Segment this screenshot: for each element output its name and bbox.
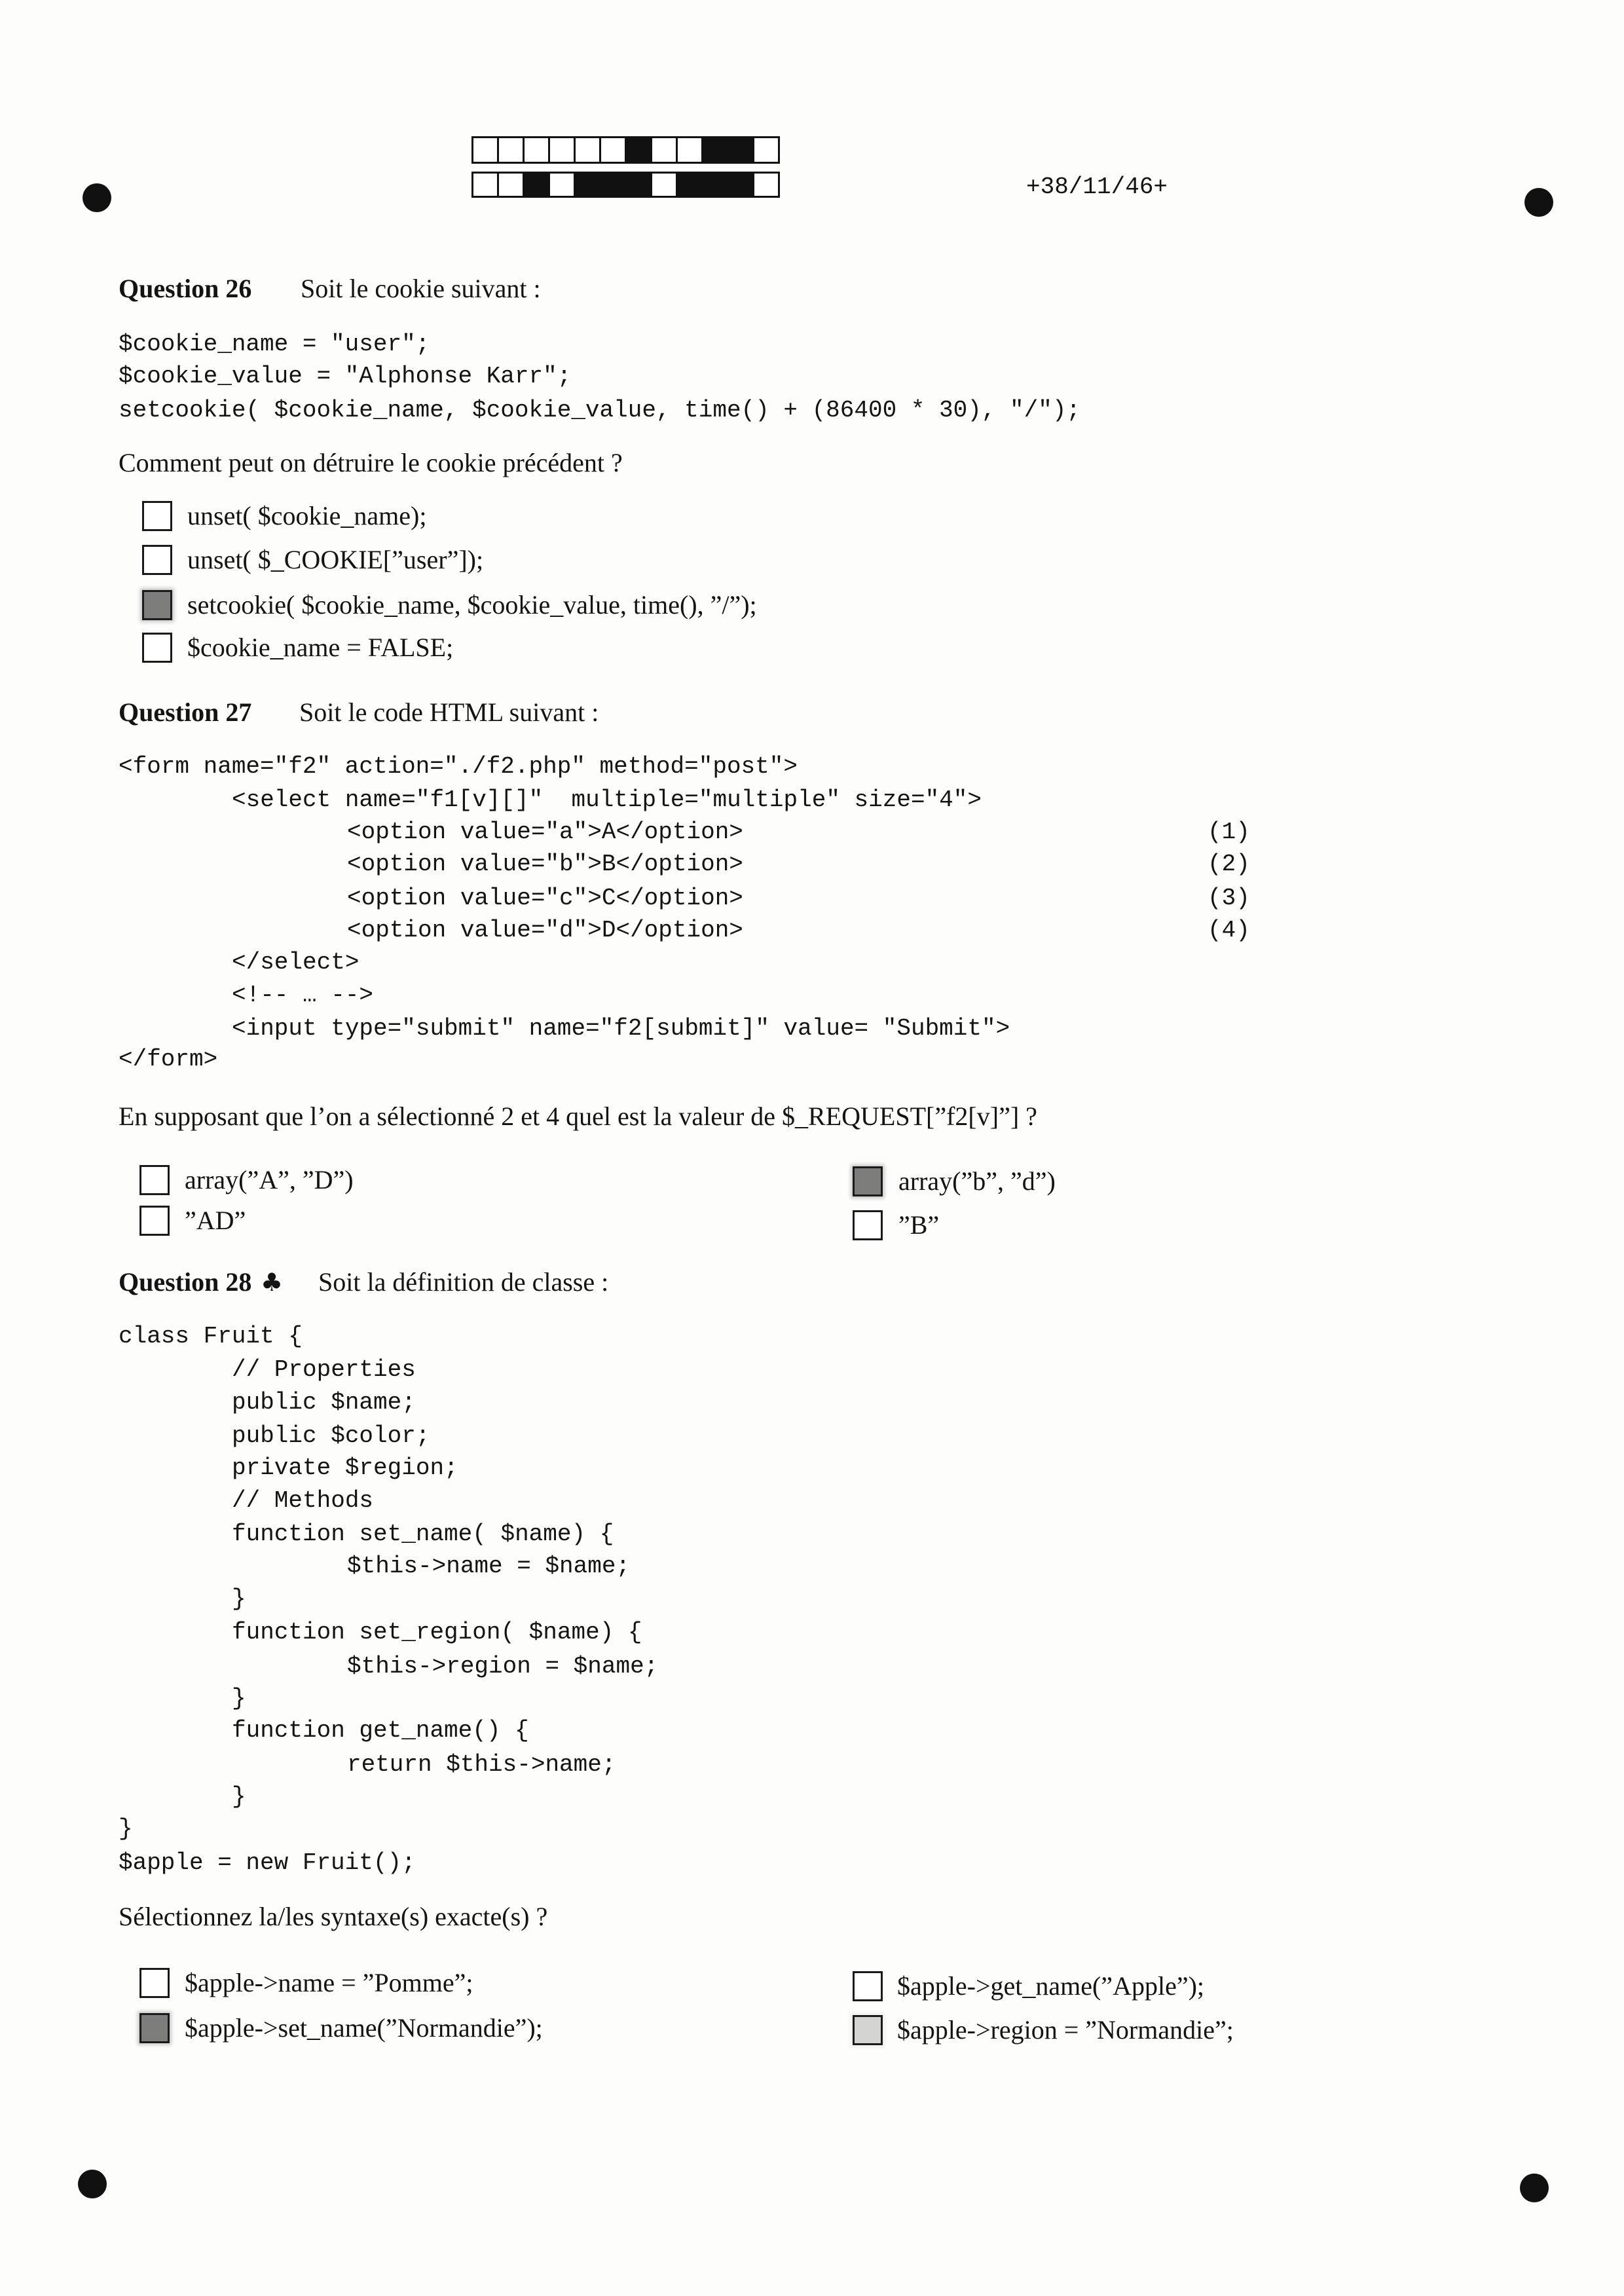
barcode-row — [471, 172, 780, 198]
barcode-cell-empty — [471, 136, 499, 164]
code-line: setcookie( $cookie_name, $cookie_value, time() + (86400 * 30), "/"); — [119, 397, 1081, 424]
answer-checkbox[interactable] — [139, 1165, 170, 1195]
code-line-number: (4) — [1208, 917, 1250, 944]
code-line: </form> — [119, 1046, 218, 1073]
answer-checkbox[interactable] — [142, 633, 172, 663]
barcode-cell-filled — [523, 172, 550, 198]
barcode-cell-empty — [650, 172, 678, 198]
code-line: private $region; — [232, 1454, 458, 1481]
question-prompt: En supposant que l’on a sélectionné 2 et 4 quel est la valeur de $_REQUEST[”f2[v]”] ? — [119, 1102, 1037, 1131]
answer-text: unset( $cookie_name); — [187, 501, 427, 530]
answer-text: $cookie_name = FALSE; — [187, 633, 454, 662]
code-line: public $name; — [232, 1389, 416, 1416]
code-line: <option value="a">A</option> — [347, 819, 743, 845]
barcode-cell-filled — [574, 172, 601, 198]
barcode-cell-filled — [701, 136, 729, 164]
answer-checkbox[interactable] — [139, 1968, 170, 1998]
code-line: $this->name = $name; — [347, 1553, 631, 1580]
code-line: <form name="f2" action="./f2.php" method="post"> — [119, 753, 798, 780]
code-line: } — [119, 1815, 133, 1842]
page-code: +38/11/46+ — [1026, 174, 1168, 200]
code-line: <option value="c">C</option> — [347, 885, 743, 912]
answer-text: ”AD” — [185, 1206, 246, 1235]
code-line: $cookie_value = "Alphonse Karr"; — [119, 363, 572, 390]
barcode-cell-empty — [497, 136, 525, 164]
barcode-cell-empty — [548, 136, 576, 164]
registration-mark-bottom-right — [1520, 2174, 1549, 2202]
code-line: // Properties — [232, 1356, 416, 1383]
question-prompt: Comment peut on détruire le cookie précédent ? — [119, 448, 623, 477]
answer-checkbox[interactable] — [142, 590, 172, 620]
barcode-cell-empty — [676, 136, 703, 164]
barcode-cell-empty — [599, 136, 627, 164]
barcode-cell-empty — [497, 172, 525, 198]
page-barcode — [471, 136, 780, 198]
code-line: } — [232, 1783, 246, 1810]
barcode-cell-empty — [650, 136, 678, 164]
code-line-number: (2) — [1208, 851, 1250, 878]
barcode-cell-empty — [471, 172, 499, 198]
barcode-cell-empty — [574, 136, 601, 164]
code-line: <option value="b">B</option> — [347, 851, 743, 878]
answer-checkbox[interactable] — [142, 501, 172, 531]
code-line: $this->region = $name; — [347, 1653, 659, 1680]
registration-mark-top-left — [83, 183, 111, 212]
registration-mark-top-right — [1524, 188, 1553, 217]
code-line: public $color; — [232, 1422, 430, 1449]
code-line-number: (3) — [1208, 885, 1250, 912]
answer-text: setcookie( $cookie_name, $cookie_value, time(), ”/”); — [187, 590, 757, 620]
code-line: } — [232, 1685, 246, 1712]
question-intro: Soit la définition de classe : — [318, 1267, 609, 1297]
barcode-cell-filled — [625, 172, 652, 198]
answer-checkbox[interactable] — [853, 1971, 883, 2001]
answer-text: $apple->set_name(”Normandie”); — [185, 2013, 543, 2043]
barcode-cell-filled — [676, 172, 703, 198]
code-line: <option value="d">D</option> — [347, 917, 743, 944]
answer-checkbox[interactable] — [853, 1166, 883, 1196]
code-line: <select name="f1[v][]" multiple="multiple" size="4"> — [232, 787, 982, 813]
answer-text: $apple->region = ”Normandie”; — [897, 2015, 1234, 2045]
barcode-cell-empty — [752, 172, 780, 198]
answer-checkbox[interactable] — [853, 2015, 883, 2045]
question-label: Question 26 — [119, 274, 252, 303]
answer-text: $apple->get_name(”Apple”); — [897, 1971, 1205, 2001]
registration-mark-bottom-left — [78, 2170, 107, 2198]
barcode-cell-empty — [752, 136, 780, 164]
answer-checkbox[interactable] — [139, 2013, 170, 2043]
question-intro: Soit le code HTML suivant : — [299, 697, 599, 727]
code-line: $apple = new Fruit(); — [119, 1849, 416, 1876]
answer-text: array(”b”, ”d”) — [898, 1166, 1056, 1196]
question-label: Question 27 — [119, 697, 252, 727]
answer-text: array(”A”, ”D”) — [185, 1165, 354, 1194]
barcode-row — [471, 136, 780, 164]
code-line: class Fruit { — [119, 1323, 303, 1350]
club-icon: ♣ — [261, 1268, 284, 1297]
code-line: } — [232, 1585, 246, 1612]
code-line: // Methods — [232, 1487, 374, 1514]
barcode-cell-filled — [599, 172, 627, 198]
barcode-cell-filled — [701, 172, 729, 198]
code-line: <input type="submit" name="f2[submit]" value= "Submit"> — [232, 1015, 1010, 1042]
code-line: $cookie_name = "user"; — [119, 331, 430, 358]
answer-text: unset( $_COOKIE[”user”]); — [187, 545, 484, 574]
code-line: return $this->name; — [347, 1751, 616, 1778]
answer-text: $apple->name = ”Pomme”; — [185, 1968, 473, 1997]
code-line: <!-- … --> — [232, 982, 374, 1009]
barcode-cell-filled — [727, 136, 754, 164]
answer-checkbox[interactable] — [139, 1206, 170, 1236]
barcode-cell-filled — [727, 172, 754, 198]
barcode-cell-empty — [548, 172, 576, 198]
answer-text: ”B” — [898, 1210, 940, 1240]
code-line: function get_name() { — [232, 1717, 529, 1744]
code-line: function set_name( $name) { — [232, 1521, 614, 1547]
answer-checkbox[interactable] — [142, 545, 172, 575]
code-line-number: (1) — [1208, 819, 1250, 845]
question-prompt: Sélectionnez la/les syntaxe(s) exacte(s) ? — [119, 1902, 548, 1931]
answer-checkbox[interactable] — [853, 1210, 883, 1240]
question-intro: Soit le cookie suivant : — [301, 274, 541, 303]
barcode-cell-filled — [625, 136, 652, 164]
code-line: function set_region( $name) { — [232, 1619, 642, 1646]
code-line: </select> — [232, 949, 360, 976]
question-label: Question 28 — [119, 1267, 252, 1297]
barcode-cell-empty — [523, 136, 550, 164]
